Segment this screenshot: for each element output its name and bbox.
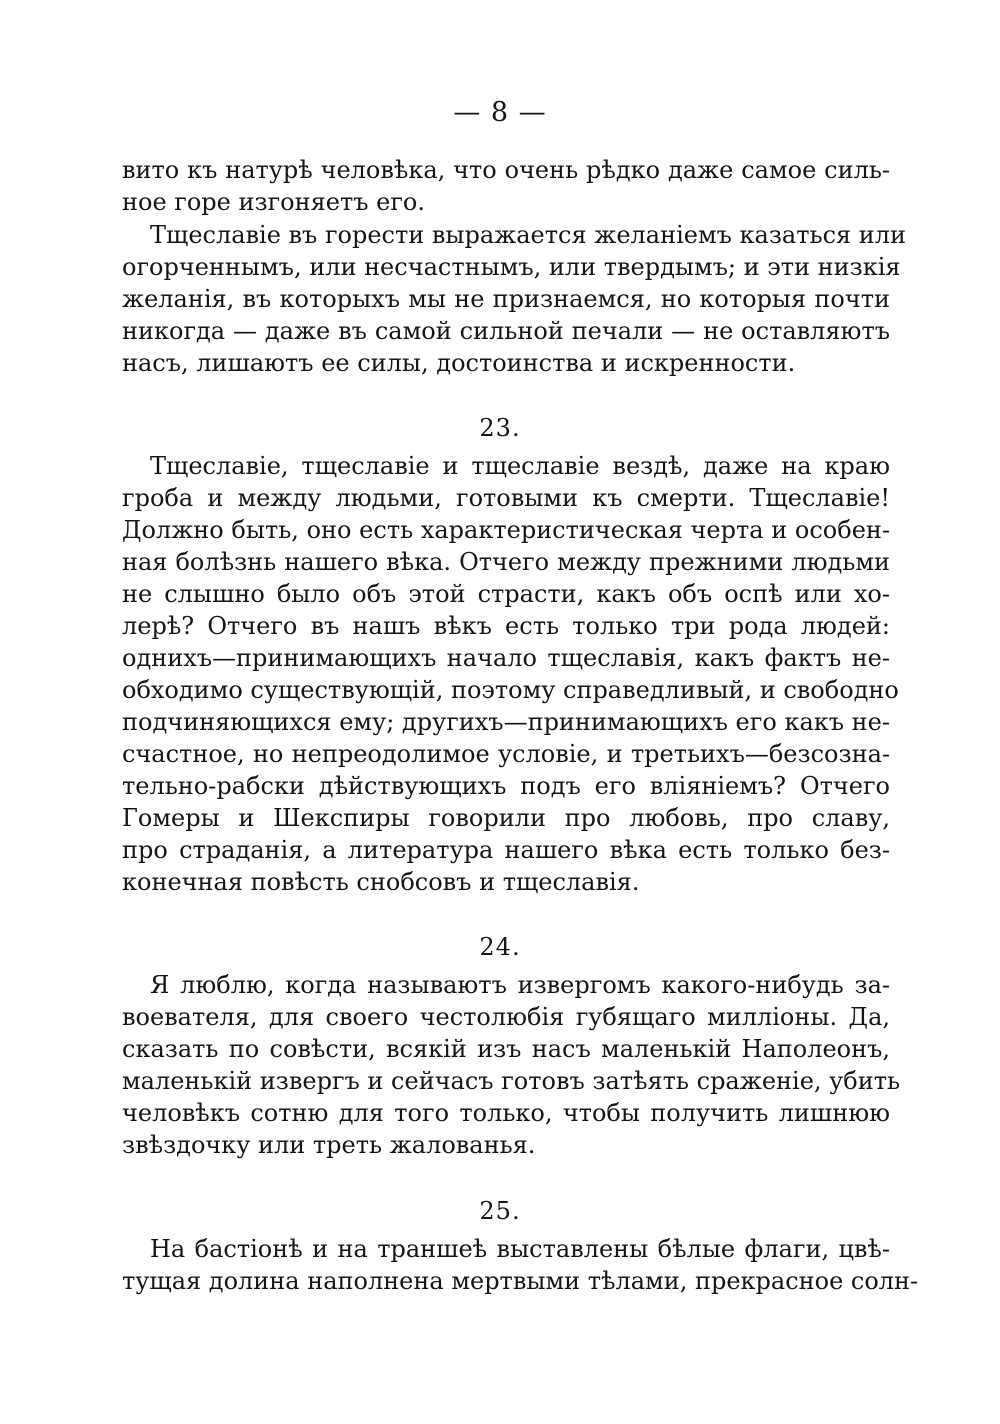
text-line: звѣздочку или треть жалованья. (122, 1131, 536, 1159)
text-line: На бастіонѣ и на траншеѣ выставлены бѣлые флаги, цвѣ- (150, 1235, 890, 1263)
text-line: обходимо существующій, поэтому справедливый, и свободно (122, 676, 899, 704)
text-line: никогда — даже въ самой сильной печали — не оставляютъ (122, 317, 890, 345)
text-line: насъ, лишаютъ ее силы, достоинства и искренности. (122, 349, 796, 377)
text-line: огорченнымъ, или несчастнымъ, или твердымъ; и эти низкія (122, 253, 901, 281)
text-line: маленькій извергъ и сейчасъ готовъ затѣять сраженіе, убить (122, 1067, 901, 1095)
text-line: подчиняющихся ему; другихъ—принимающихъ его какъ не- (122, 708, 890, 736)
section-number-23: 23. (479, 414, 521, 442)
text-line: Должно быть, оно есть характеристическая черта и особен- (122, 516, 890, 544)
text-line: ное горе изгоняетъ его. (122, 188, 425, 216)
text-line: гроба и между людьми, готовыми къ смерти. Тщеславіе! (122, 484, 890, 512)
text-line: про страданія, а литература нашего вѣка есть только без- (122, 836, 890, 864)
text-line: ная болѣзнь нашего вѣка. Отчего между прежними людьми (122, 548, 890, 576)
text-line: Тщеславіе въ горести выражается желаніемъ казаться или (150, 221, 907, 249)
text-line: воевателя, для своего честолюбія губящаго милліоны. Да, (122, 1003, 890, 1031)
text-line: сказать по совѣсти, всякій изъ насъ маленькій Наполеонъ, (122, 1035, 890, 1063)
text-line: человѣкъ сотню для того только, чтобы получить лишнюю (122, 1099, 890, 1127)
text-line: однихъ—принимающихъ начало тщеславія, какъ фактъ не- (122, 644, 890, 672)
text-line: лерѣ? Отчего въ нашъ вѣкъ есть только три рода людей: (122, 612, 890, 640)
text-line: Тщеславіе, тщеславіе и тщеславіе вездѣ, даже на краю (150, 452, 890, 480)
section-number-24: 24. (479, 933, 521, 961)
text-line: Я люблю, когда называютъ извергомъ какого-нибудь за- (150, 971, 890, 999)
text-line: вито къ натурѣ человѣка, что очень рѣдко даже самое силь- (122, 156, 890, 184)
section-number-25: 25. (479, 1197, 521, 1225)
text-line: тельно-рабски дѣйствующихъ подъ его вліяніемъ? Отчего (122, 772, 890, 800)
text-line: не слышно было объ этой страсти, какъ объ оспѣ или хо- (122, 580, 890, 608)
text-line: Гомеры и Шекспиры говорили про любовь, про славу, (122, 804, 890, 832)
text-line: желанія, въ которыхъ мы не признаемся, но которыя почти (122, 285, 890, 313)
text-line: счастное, но непреодолимое условіе, и третьихъ—безсозна- (122, 740, 890, 768)
page-number: — 8 — (453, 97, 547, 128)
text-line: тущая долина наполнена мертвыми тѣлами, прекрасное солн- (122, 1267, 919, 1295)
text-line: конечная повѣсть снобсовъ и тщеславія. (122, 868, 640, 896)
